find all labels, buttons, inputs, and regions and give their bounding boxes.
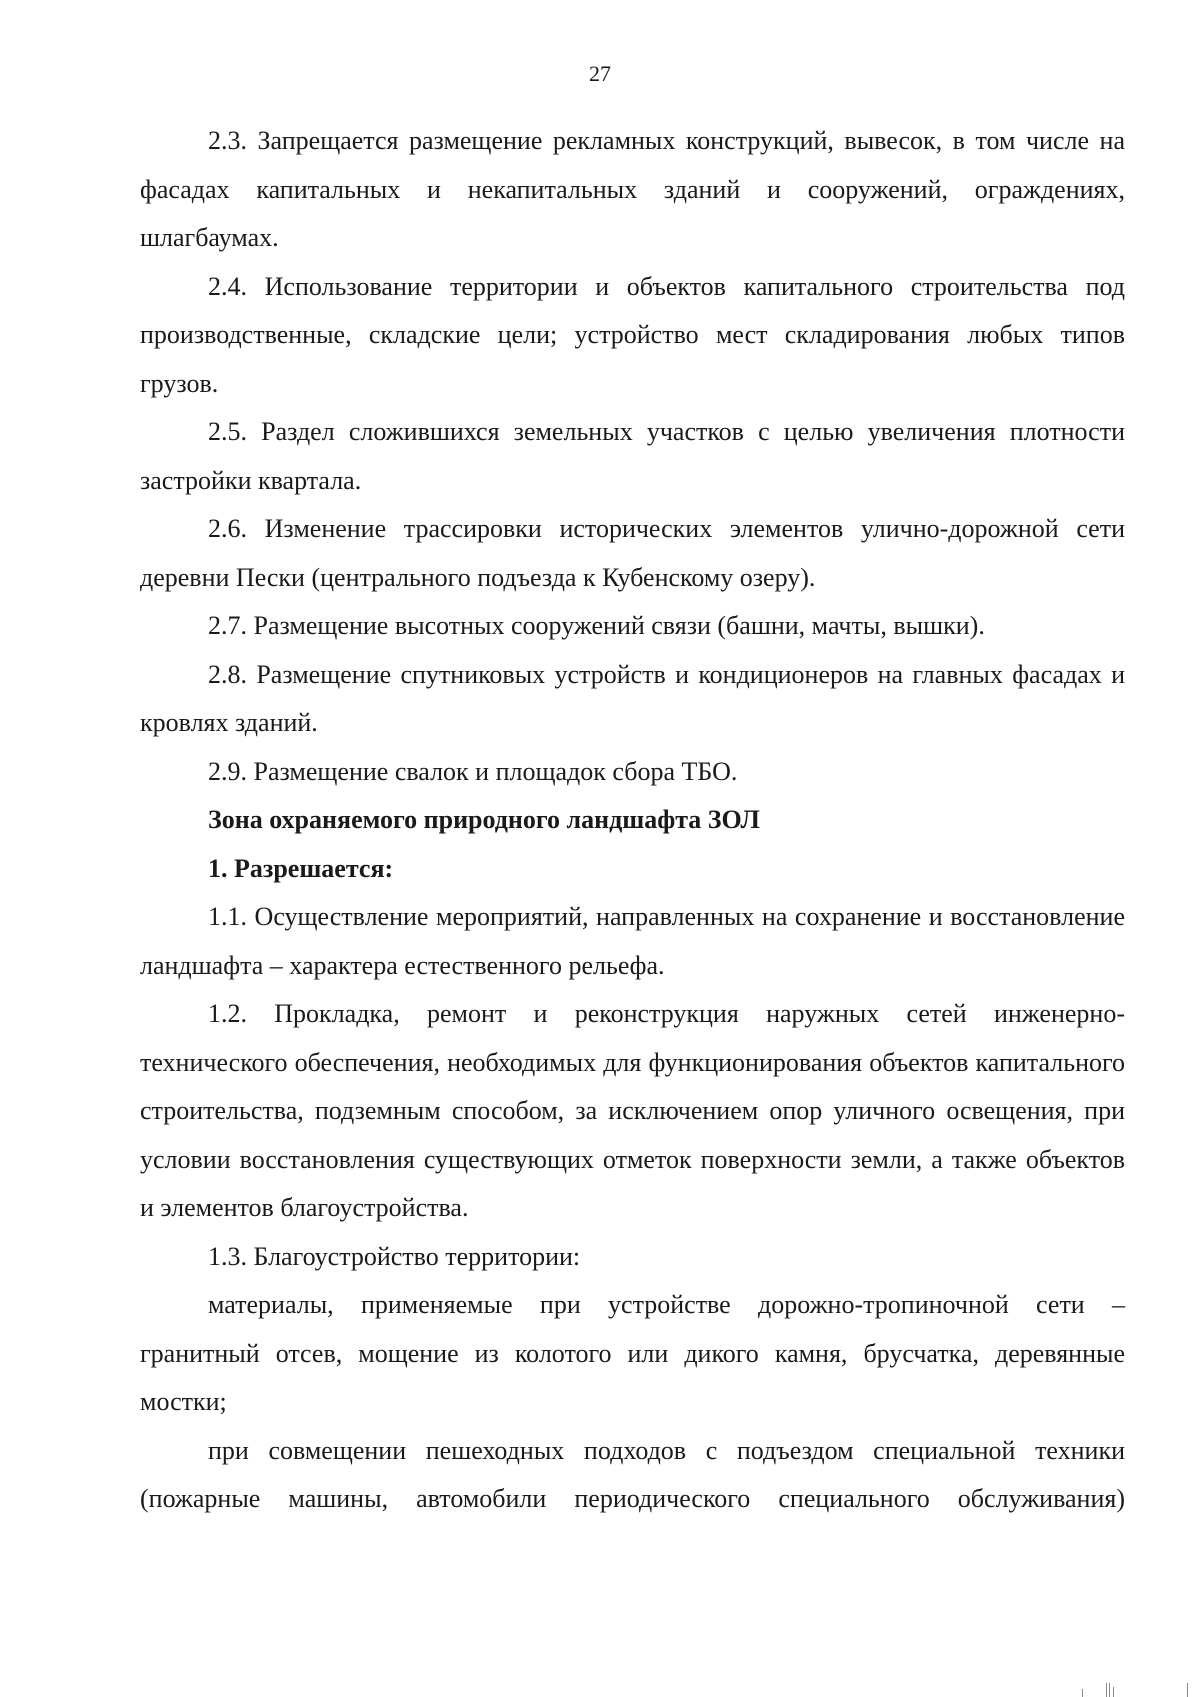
paragraph-2-8: 2.8. Размещение спутниковых устройств и кондиционеров на главных фасадах и кровлях зданий. (140, 659, 1125, 737)
paragraph-1-2: 1.2. Прокладка, ремонт и реконструкция наружных сетей инженерно-технического обеспечения, необходимых для функционирования объектов капитального строительства, подземным способом, за исключением опор уличного освещения, при условии восстановления существующих отметок поверхности земли, а также объектов и элементов благоустройства. (140, 999, 1125, 1222)
paragraph-2-4: 2.4. Использование территории и объектов капитального строительства под производственные, складские цели; устройство мест складирования любых типов грузов. (140, 271, 1125, 398)
scan-mark (1187, 1683, 1188, 1697)
scan-edge-marks (0, 1672, 1200, 1697)
paragraph-2-3: 2.3. Запрещается размещение рекламных конструкций, вывесок, в том числе на фасадах капитальных и некапитальных зданий и сооружений, ограждениях, шлагбаумах. (140, 126, 1125, 252)
paragraph-combined-access: при совмещении пешеходных подходов с подъездом специальной техники (пожарные машины, автомобили периодического специального обслуживания) (140, 1435, 1125, 1513)
scan-mark (1106, 1683, 1107, 1697)
subheading-allowed: 1. Разрешается: (208, 853, 394, 883)
paragraph-2-6: 2.6. Изменение трассировки исторических элементов улично-дорожной сети деревни Пески (центрального подъезда к Кубенскому озеру). (140, 514, 1125, 592)
paragraph-2-7: 2.7. Размещение высотных сооружений связи (башни, мачты, вышки). (208, 611, 985, 640)
paragraph-2-9: 2.9. Размещение свалок и площадок сбора ТБО. (208, 756, 738, 786)
scan-mark (1109, 1683, 1110, 1697)
section-heading-zone: Зона охраняемого природного ландшафта ЗОЛ (208, 805, 760, 834)
scan-mark (1113, 1687, 1114, 1697)
document-body (140, 117, 1125, 1524)
scan-mark (1082, 1689, 1083, 1697)
paragraph-1-1: 1.1. Осуществление мероприятий, направленных на сохранение и восстановление ландшафта – характера естественного рельефа. (140, 902, 1125, 980)
paragraph-1-3: 1.3. Благоустройство территории: (208, 1241, 581, 1271)
paragraph-2-5: 2.5. Раздел сложившихся земельных участков с целью увеличения плотности застройки квартала. (140, 417, 1125, 495)
paragraph-materials: материалы, применяемые при устройстве дорожно-тропиночной сети – гранитный отсев, мощение из колотого или дикого камня, брусчатка, деревянные мостки; (140, 1290, 1125, 1416)
page-number: 27 (589, 61, 611, 86)
